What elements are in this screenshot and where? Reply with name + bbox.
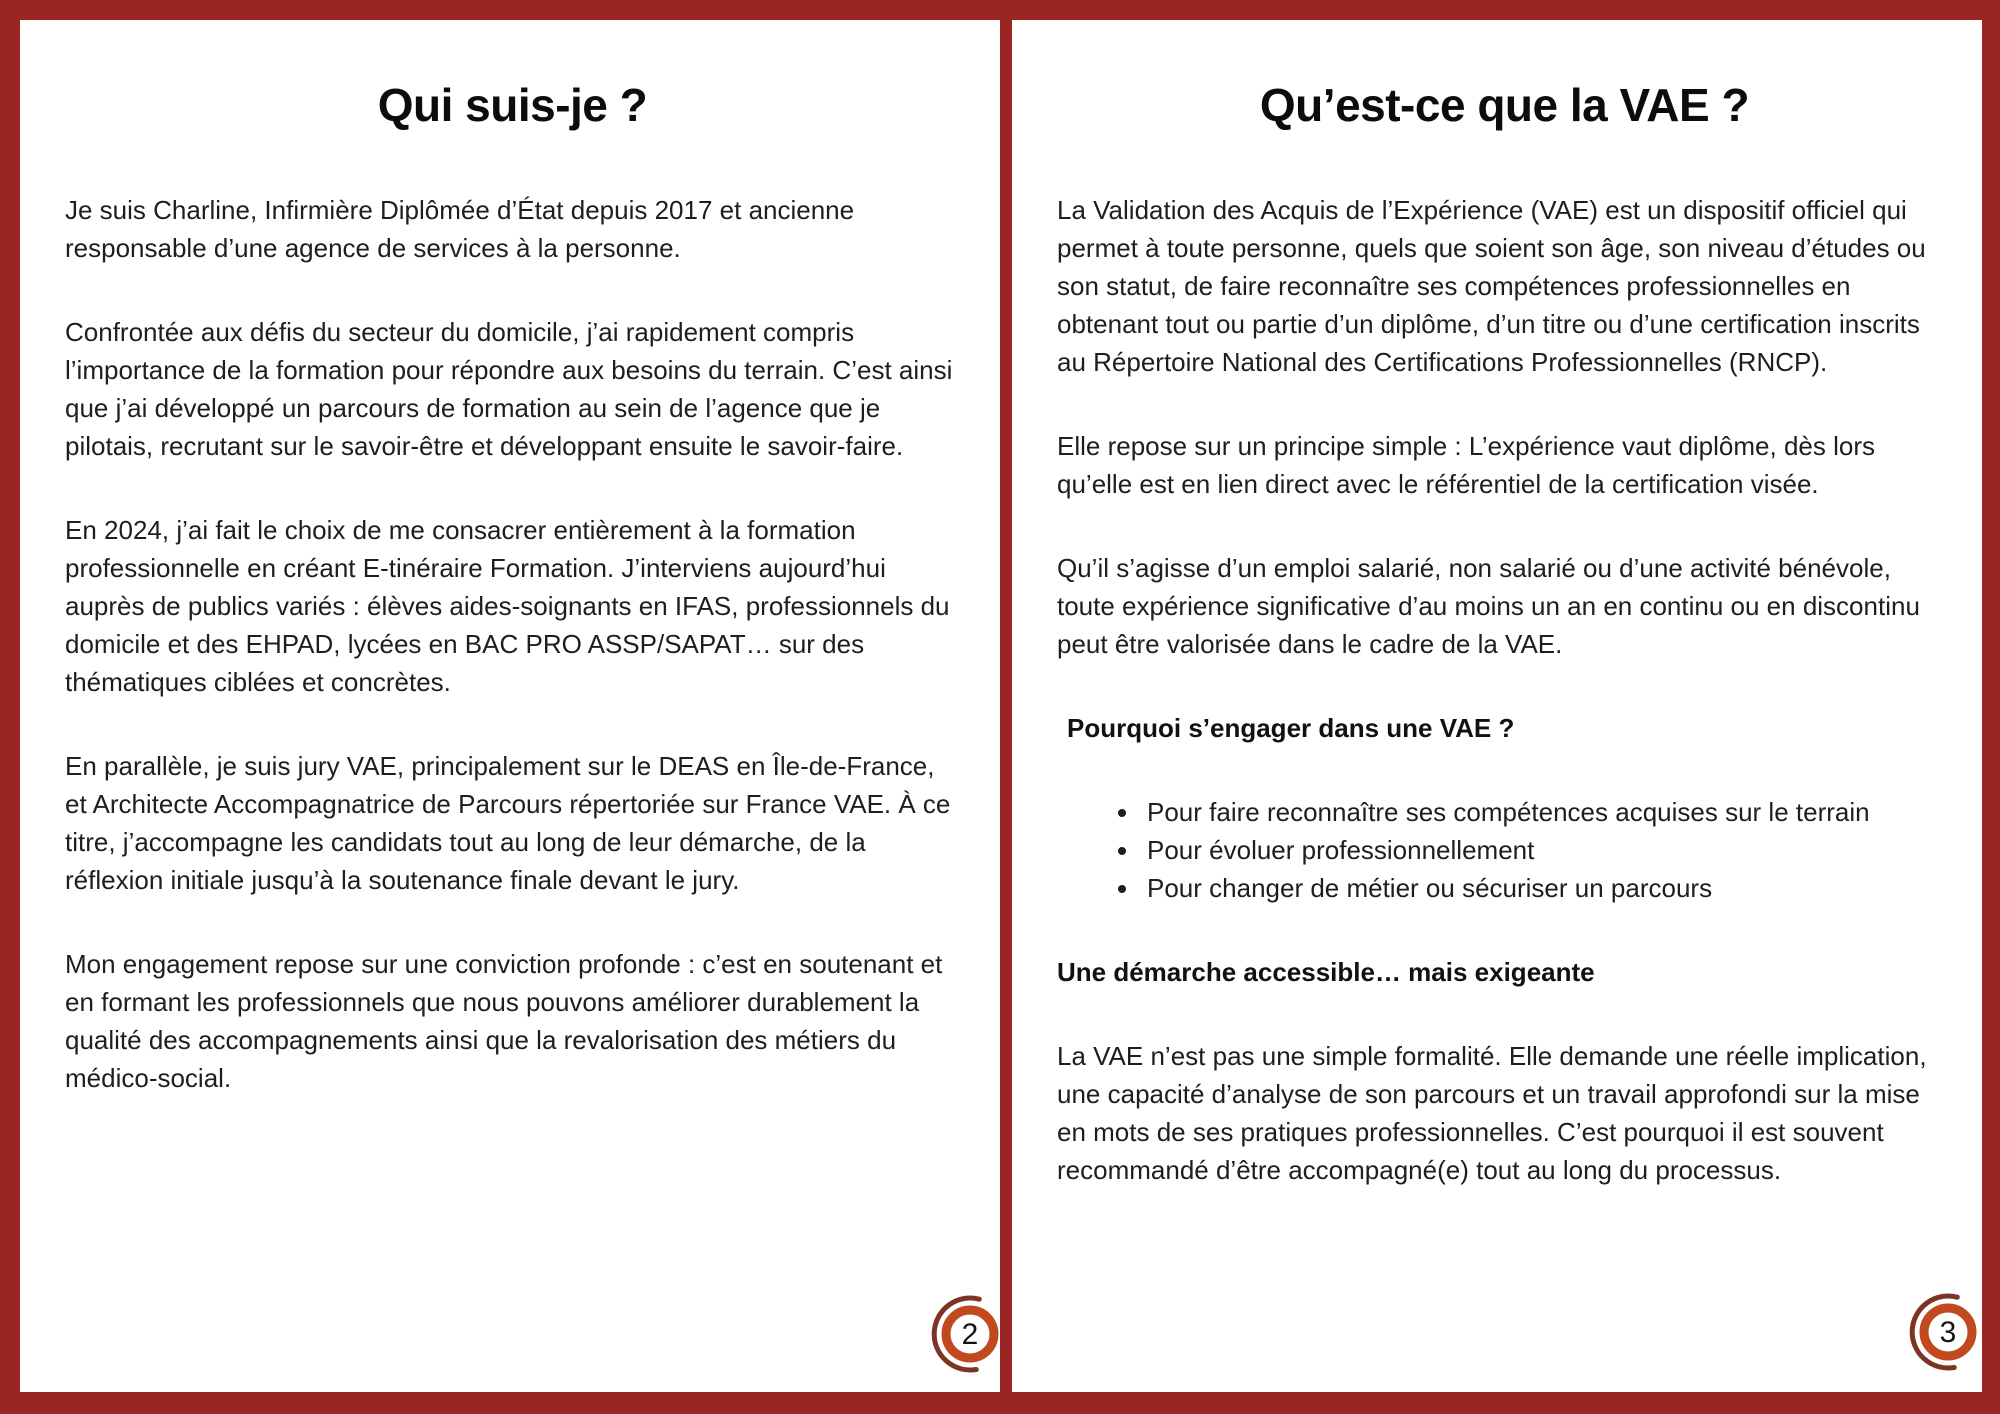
paragraph: Qu’il s’agisse d’un emploi salarié, non salarié ou d’une activité bénévole, toute expérience significative d’au moins un an en continu ou en discontinu peut être valorisée dans le cadre de la VAE.: [1057, 553, 1920, 660]
page-left: [20, 20, 1000, 1392]
paragraph: La Validation des Acquis de l’Expérience (VAE) est un dispositif officiel qui permet à toute personne, quels que soient son âge, son niveau d’études ou son statut, de faire reconnaître ses compétences professionnelles en obtenant tout ou partie d’un diplôme, d’un titre ou d’une certification inscrits au Répertoire National des Certifications Professionnelles (RNCP).: [1057, 195, 1926, 378]
page-number: 2: [961, 1318, 979, 1351]
bullet-list: [1057, 793, 1952, 907]
subheading-why-vae: Pourquoi s’engager dans une VAE ?: [1067, 713, 1515, 744]
paragraph: Je suis Charline, Infirmière Diplômée d’État depuis 2017 et ancienne responsable d’une agence de services à la personne.: [65, 195, 855, 264]
page-left-title: Qui suis-je ?: [377, 79, 648, 131]
page-divider: [1000, 0, 1012, 1414]
spiral-ring-icon: [1906, 1288, 1990, 1372]
list-item: • Pour faire reconnaître ses compétences acquises sur le terrain: [1141, 793, 1952, 831]
page-number: 3: [1939, 1316, 1957, 1349]
list-item: • Pour changer de métier ou sécuriser un parcours: [1141, 869, 1952, 907]
paragraph: En parallèle, je suis jury VAE, principalement sur le DEAS en Île-de-France, et Architecte Accompagnatrice de Parcours répertoriée sur France VAE. À ce titre, j’accompagne les candidats tout au long de leur démarche, de la réflexion initiale jusqu’à la soutenance finale devant le jury.: [65, 751, 951, 896]
paragraph: En 2024, j’ai fait le choix de me consacrer entièrement à la formation professionnelle en créant E-tinéraire Formation. J’interviens aujourd’hui auprès de publics variés : élèves aides-soignants en IFAS, professionnels du domicile et des EHPAD, lycées en BAC PRO ASSP/SAPAT… sur des thématiques ciblées et concrètes.: [65, 515, 950, 698]
paragraph: Elle repose sur un principe simple : L’expérience vaut diplôme, dès lors qu’elle est en lien direct avec le référentiel de la certification visée.: [1057, 431, 1875, 500]
paragraph: La VAE n’est pas une simple formalité. Elle demande une réelle implication, une capacité d’analyse de son parcours et un travail approfondi sur la mise en mots de ses pratiques professionnelles. C’est pourquoi il est souvent recommandé d’être accompagné(e) tout au long du processus.: [1057, 1041, 1927, 1186]
page-right-title: Qu’est-ce que la VAE ?: [1259, 79, 1750, 131]
page-number-badge: [1906, 1288, 1990, 1372]
list-item: • Pour évoluer professionnellement: [1141, 831, 1952, 869]
paragraph: Confrontée aux défis du secteur du domicile, j’ai rapidement compris l’importance de la formation pour répondre aux besoins du terrain. C’est ainsi que j’ai développé un parcours de formation au sein de l’agence que je pilotais, recrutant sur le savoir-être et développant ensuite le savoir-faire.: [65, 317, 953, 462]
page-right: [1012, 20, 1982, 1392]
paragraph: Mon engagement repose sur une conviction profonde : c’est en soutenant et en formant les professionnels que nous pouvons améliorer durablement la qualité des accompagnements ainsi que la revalorisation des métiers du médico-social.: [65, 949, 943, 1094]
subheading-demarche: Une démarche accessible… mais exigeante: [1057, 957, 1595, 988]
